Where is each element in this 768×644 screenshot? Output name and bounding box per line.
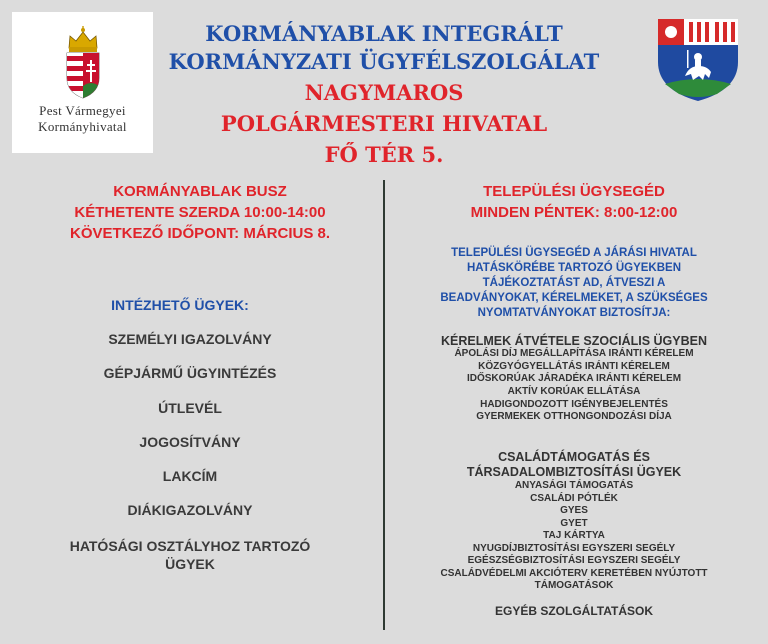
service-item: SZEMÉLYI IGAZOLVÁNY <box>108 331 272 347</box>
service-item-authority-line1: HATÓSÁGI OSZTÁLYHOZ TARTOZÓ <box>69 538 311 554</box>
service-item-authority-line2: ÜGYEK <box>165 556 215 572</box>
family-item: GYET <box>560 518 588 529</box>
family-item: NYUGDÍJBIZTOSÍTÁSI EGYSZERI SEGÉLY <box>472 543 676 554</box>
agent-heading: TELEPÜLÉSI ÜGYSEGÉD <box>483 183 665 200</box>
title-line4: POLGÁRMESTERI HIVATAL <box>220 111 548 136</box>
service-item: GÉPJÁRMŰ ÜGYINTÉZÉS <box>103 365 277 381</box>
service-item: DIÁKIGAZOLVÁNY <box>127 502 253 518</box>
bus-schedule: KÉTHETENTE SZERDA 10:00-14:00 <box>74 204 326 221</box>
nagymaros-coat-of-arms-icon <box>657 18 739 102</box>
agent-desc-line: BEADVÁNYOKAT, KÉRELMEKET, A SZÜKSÉGES <box>440 292 708 304</box>
title-line1: KORMÁNYABLAK INTEGRÁLT <box>205 21 563 46</box>
title-line5: FŐ TÉR 5. <box>324 142 444 167</box>
agent-schedule: MINDEN PÉNTEK: 8:00-12:00 <box>470 204 678 221</box>
family-item: CSALÁDVÉDELMI AKCIÓTERV KERETÉBEN NYÚJTOTT <box>440 568 708 579</box>
agent-desc-line: NYOMTATVÁNYOKAT BIZTOSÍTJA: <box>477 307 671 319</box>
other-services: EGYÉB SZOLGÁLTATÁSOK <box>495 604 653 618</box>
agent-desc-line: TELEPÜLÉSI ÜGYSEGÉD A JÁRÁSI HIVATAL <box>451 247 697 259</box>
column-divider <box>383 180 385 630</box>
social-item: ÁPOLÁSI DÍJ MEGÁLLAPÍTÁSA IRÁNTI KÉRELEM <box>454 348 694 359</box>
logo-line1: Pest Vármegyei <box>39 103 126 118</box>
title-line2: KORMÁNYZATI ÜGYFÉLSZOLGÁLAT <box>168 49 600 74</box>
family-item: GYES <box>560 505 588 516</box>
title-line3: NAGYMAROS <box>304 80 464 105</box>
social-item: HADIGONDOZOTT IGÉNYBEJELENTÉS <box>480 399 668 410</box>
family-item: TAJ KÁRTYA <box>543 530 605 541</box>
bus-heading: KORMÁNYABLAK BUSZ <box>113 183 287 200</box>
family-heading-line2: TÁRSADALOMBIZTOSÍTÁSI ÜGYEK <box>466 465 682 479</box>
agent-desc-line: HATÁSKÖRÉBE TARTOZÓ ÜGYEKBEN <box>466 262 682 274</box>
family-heading-line1: CSALÁDTÁMOGATÁS ÉS <box>498 450 650 464</box>
logo-line2: Kormányhivatal <box>38 119 127 134</box>
social-item: KÖZGYÓGYELLÁTÁS IRÁNTI KÉRELEM <box>478 361 670 372</box>
family-item: CSALÁDI PÓTLÉK <box>530 493 618 504</box>
bus-next-date: KÖVETKEZŐ IDŐPONT: MÁRCIUS 8. <box>69 225 331 242</box>
agent-desc-line: TÁJÉKOZTATÁST AD, ÁTVESZI A <box>482 277 666 289</box>
service-item: JOGOSÍTVÁNY <box>139 434 241 450</box>
services-heading: INTÉZHETŐ ÜGYEK: <box>111 297 249 313</box>
family-item: EGÉSZSÉGBIZTOSÍTÁSI EGYSZERI SEGÉLY <box>467 555 681 566</box>
service-item: ÚTLEVÉL <box>158 400 222 416</box>
family-item: TÁMOGATÁSOK <box>534 580 614 591</box>
social-item: GYERMEKEK OTTHONGONDOZÁSI DÍJA <box>476 411 672 422</box>
social-heading: KÉRELMEK ÁTVÉTELE SZOCIÁLIS ÜGYBEN <box>441 334 707 348</box>
pest-county-government-office-logo <box>12 12 153 153</box>
service-item: LAKCÍM <box>162 468 218 484</box>
social-item: AKTÍV KORÚAK ELLÁTÁSA <box>507 386 641 397</box>
family-item: ANYASÁGI TÁMOGATÁS <box>514 480 634 491</box>
hungarian-coat-of-arms-icon <box>62 26 104 100</box>
social-item: IDŐSKORÚAK JÁRADÉKA IRÁNTI KÉRELEM <box>466 373 682 384</box>
